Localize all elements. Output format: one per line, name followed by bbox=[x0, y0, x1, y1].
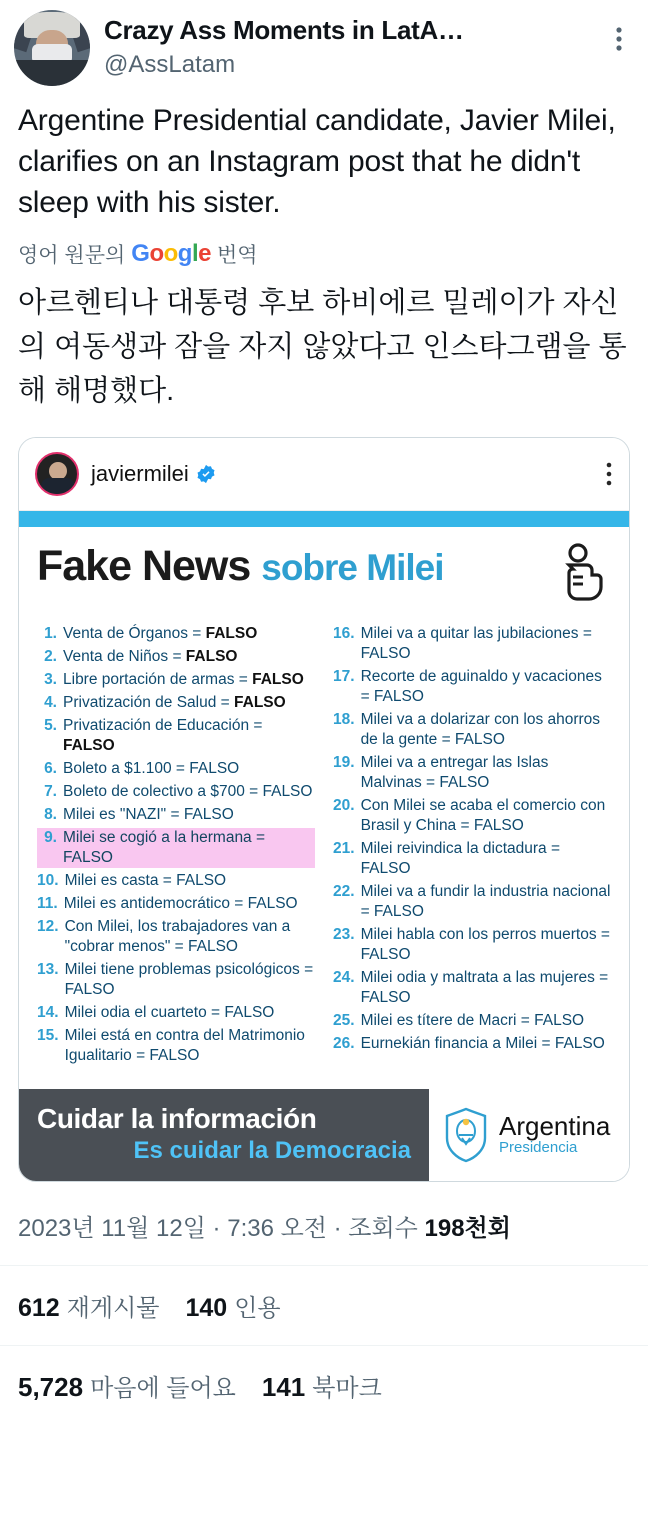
poster-list-item bbox=[333, 968, 611, 1008]
tweet-stat-label: 재게시물 bbox=[66, 1295, 160, 1322]
poster-list-item-number: 16. bbox=[333, 625, 355, 642]
poster-list-item-number: 7. bbox=[44, 783, 57, 800]
poster-list-item-text: Milei es casta = FALSO bbox=[64, 872, 227, 889]
poster-brand-sub: Presidencia bbox=[499, 1139, 578, 1156]
poster-list-item-number: 25. bbox=[333, 1012, 355, 1029]
poster-footer-line2: Es cuidar la Democracia bbox=[133, 1137, 411, 1164]
tweet-header bbox=[0, 0, 648, 90]
author-names bbox=[104, 10, 604, 80]
tweet-text-original: Argentine Presidential candidate, Javier Milei, clarifies on an Instagram post that he didn't sleep with his sister. bbox=[18, 104, 616, 219]
poster-list-item-text: Con Milei, los trabajadores van a "cobrar menos" = FALSO bbox=[64, 918, 291, 955]
poster-list-item bbox=[333, 710, 611, 750]
poster-list-item-number: 9. bbox=[44, 829, 57, 846]
fake-news-poster bbox=[19, 510, 629, 1181]
tweet-stat[interactable] bbox=[262, 1368, 382, 1403]
poster-list-item bbox=[333, 925, 611, 965]
argentina-coat-of-arms-icon bbox=[443, 1107, 489, 1163]
poster-list-item bbox=[333, 753, 611, 793]
tweet-stat[interactable] bbox=[18, 1368, 236, 1403]
tweet-stat-label: 북마크 bbox=[312, 1375, 382, 1402]
poster-list-item-number: 4. bbox=[44, 694, 57, 711]
hand-pointing-icon bbox=[549, 543, 611, 610]
poster-list-item-verdict: FALSO bbox=[252, 671, 304, 688]
poster-footer-brand bbox=[429, 1089, 629, 1181]
poster-list-item bbox=[37, 960, 315, 1000]
tweet-stat-count: 5,728 bbox=[18, 1372, 84, 1402]
poster-list-item-text: Milei reivindica la dictadura = FALSO bbox=[360, 840, 561, 877]
poster-list-item-text: Milei habla con los perros muertos = FALSO bbox=[360, 926, 610, 963]
poster-footer bbox=[19, 1089, 629, 1181]
poster-list-item-text: Milei va a dolarizar con los ahorros de la gente = FALSO bbox=[360, 711, 601, 748]
poster-list-item bbox=[37, 693, 315, 713]
poster-title-row bbox=[37, 543, 611, 610]
poster-list-item-text: Milei se cogió a la hermana = FALSO bbox=[63, 829, 266, 866]
poster-list-item-number: 13. bbox=[37, 961, 59, 978]
poster-list-item bbox=[37, 670, 315, 690]
poster-list-item bbox=[37, 647, 315, 667]
poster-list-item bbox=[37, 828, 315, 868]
poster-footer-line1: Cuidar la información bbox=[37, 1103, 317, 1134]
poster-list-item bbox=[333, 667, 611, 707]
tweet-stat-label: 마음에 들어요 bbox=[90, 1375, 236, 1402]
poster-list-item-number: 20. bbox=[333, 797, 355, 814]
poster-list-item-number: 10. bbox=[37, 872, 59, 889]
poster-list-item-number: 2. bbox=[44, 648, 57, 665]
poster-list-item bbox=[333, 1011, 611, 1031]
poster-list-item bbox=[37, 871, 315, 891]
poster-top-bar bbox=[19, 511, 629, 527]
poster-list-item-text: Milei va a entregar las Islas Malvinas = FALSO bbox=[360, 754, 549, 791]
poster-list-item-number: 19. bbox=[333, 754, 355, 771]
poster-list-item-number: 8. bbox=[44, 806, 57, 823]
poster-list-item bbox=[37, 894, 315, 914]
poster-body bbox=[19, 527, 629, 1079]
tweet-stat-label: 인용 bbox=[234, 1295, 281, 1322]
poster-list-item-text: Venta de Órganos = FALSO bbox=[63, 625, 258, 642]
poster-title-accent: sobre Milei bbox=[261, 547, 444, 588]
poster-columns bbox=[37, 610, 611, 1079]
poster-list-item-text: Recorte de aguinaldo y vacaciones = FALSO bbox=[360, 668, 602, 705]
poster-list-item-text: Con Milei se acaba el comercio con Brasil y China = FALSO bbox=[360, 797, 606, 834]
more-options-icon bbox=[615, 24, 623, 54]
author-handle[interactable]: @AssLatam bbox=[104, 51, 236, 78]
poster-list-item-text: Milei es "NAZI" = FALSO bbox=[63, 806, 234, 823]
poster-list-item-text: Boleto de colectivo a $700 = FALSO bbox=[63, 783, 313, 800]
poster-footer-slogan bbox=[19, 1089, 429, 1181]
poster-list-item-text: Eurnekián financia a Milei = FALSO bbox=[360, 1035, 605, 1052]
google-logo: Google bbox=[131, 240, 211, 267]
poster-list-item bbox=[333, 624, 611, 664]
poster-list-item bbox=[37, 805, 315, 825]
poster-list-item-text: Venta de Niños = FALSO bbox=[63, 648, 238, 665]
poster-list-item-text: Milei tiene problemas psicológicos = FALSO bbox=[64, 961, 314, 998]
poster-left-column bbox=[37, 624, 315, 1069]
poster-list-item-text: Milei va a fundir la industria nacional = FALSO bbox=[360, 883, 611, 920]
poster-list-item-text: Milei odia el cuarteto = FALSO bbox=[64, 1004, 275, 1021]
poster-list-item-text: Privatización de Educación = FALSO bbox=[63, 717, 263, 754]
tweet-media-card[interactable] bbox=[18, 437, 630, 1182]
poster-list-item-text: Milei va a quitar las jubilaciones = FALSO bbox=[360, 625, 592, 662]
poster-list-item-text: Privatización de Salud = FALSO bbox=[63, 694, 286, 711]
poster-list-item-number: 17. bbox=[333, 668, 355, 685]
avatar-shape-body bbox=[14, 60, 90, 86]
poster-list-item-verdict: FALSO bbox=[205, 625, 258, 642]
poster-list-item-number: 5. bbox=[44, 717, 57, 734]
poster-list-item-number: 1. bbox=[44, 625, 57, 642]
poster-brand-name: Argentina bbox=[499, 1111, 611, 1141]
tweet-stat-count: 140 bbox=[185, 1294, 228, 1322]
poster-list-item bbox=[333, 796, 611, 836]
tweet-stat-count: 141 bbox=[261, 1372, 306, 1402]
poster-list-item bbox=[37, 917, 315, 957]
poster-list-item-number: 12. bbox=[37, 918, 59, 935]
poster-list-item-verdict: FALSO bbox=[234, 694, 286, 711]
poster-list-item bbox=[333, 1034, 611, 1054]
poster-list-item-number: 22. bbox=[333, 883, 355, 900]
poster-list-item bbox=[37, 624, 315, 644]
poster-list-item-number: 11. bbox=[37, 895, 58, 912]
poster-list-item-text: Milei es antidemocrático = FALSO bbox=[63, 895, 298, 912]
translation-source-row[interactable] bbox=[0, 223, 648, 273]
poster-list-item-verdict: FALSO bbox=[63, 737, 115, 754]
poster-right-column bbox=[333, 624, 611, 1069]
tweet-view-count: 198천회 bbox=[424, 1215, 511, 1242]
translate-prefix-label: 영어 원문의 bbox=[18, 244, 126, 267]
instagram-more-button[interactable] bbox=[605, 460, 613, 488]
tweet-text-translated: 아르헨티나 대통령 후보 하비에르 밀레이가 자신의 여동생과 잠을 자지 않았다고 인스타그램을 통해 해명했다. bbox=[18, 287, 627, 407]
poster-list-item bbox=[333, 882, 611, 922]
poster-list-item bbox=[37, 759, 315, 779]
poster-list-item-verdict: FALSO bbox=[185, 648, 238, 665]
poster-title bbox=[37, 543, 444, 591]
translate-suffix-label: 번역 bbox=[216, 244, 258, 267]
poster-list-item-number: 14. bbox=[37, 1004, 59, 1021]
poster-list-item-text: Libre portación de armas = FALSO bbox=[63, 671, 304, 688]
instagram-avatar[interactable] bbox=[35, 452, 79, 496]
poster-list-item-text: Boleto a $1.100 = FALSO bbox=[63, 760, 240, 777]
poster-list-item-number: 15. bbox=[37, 1027, 59, 1044]
tweet-stats-row-1 bbox=[0, 1266, 648, 1346]
poster-list-item-number: 6. bbox=[44, 760, 57, 777]
poster-list-item-number: 3. bbox=[44, 671, 57, 688]
poster-list-item-number: 24. bbox=[333, 969, 355, 986]
poster-list-item bbox=[37, 716, 315, 756]
author-display-name[interactable]: Crazy Ass Moments in LatA… bbox=[104, 15, 464, 45]
avatar[interactable] bbox=[14, 10, 90, 86]
poster-list-item-number: 26. bbox=[333, 1035, 355, 1052]
poster-list-item-number: 18. bbox=[333, 711, 355, 728]
instagram-post-header bbox=[19, 438, 629, 510]
poster-list-item-number: 23. bbox=[333, 926, 355, 943]
tweet-stat[interactable] bbox=[185, 1288, 280, 1323]
poster-list-item-number: 21. bbox=[333, 840, 355, 857]
poster-title-main: Fake News bbox=[37, 542, 251, 590]
poster-list-item bbox=[37, 1026, 315, 1066]
more-options-button[interactable] bbox=[604, 10, 634, 60]
tweet-stats-row-2 bbox=[0, 1346, 648, 1423]
more-options-icon bbox=[605, 460, 613, 488]
poster-list-item-text: Milei es títere de Macri = FALSO bbox=[360, 1012, 585, 1029]
tweet-stat-count: 612 bbox=[18, 1294, 60, 1322]
tweet-stat[interactable] bbox=[18, 1288, 159, 1323]
verified-badge-icon bbox=[196, 464, 216, 484]
poster-list-item bbox=[333, 839, 611, 879]
poster-list-item bbox=[37, 1003, 315, 1023]
tweet-timestamp: 2023년 11월 12일 · 7:36 오전 · 조회수 bbox=[18, 1215, 425, 1242]
poster-list-item bbox=[37, 782, 315, 802]
tweet-timestamp-views bbox=[0, 1182, 648, 1266]
instagram-username[interactable]: javiermilei bbox=[91, 461, 189, 486]
instagram-avatar-body bbox=[41, 478, 75, 494]
poster-list-item-text: Milei odia y maltrata a las mujeres = FALSO bbox=[360, 969, 609, 1006]
poster-list-item-text: Milei está en contra del Matrimonio Igualitario = FALSO bbox=[64, 1027, 305, 1064]
